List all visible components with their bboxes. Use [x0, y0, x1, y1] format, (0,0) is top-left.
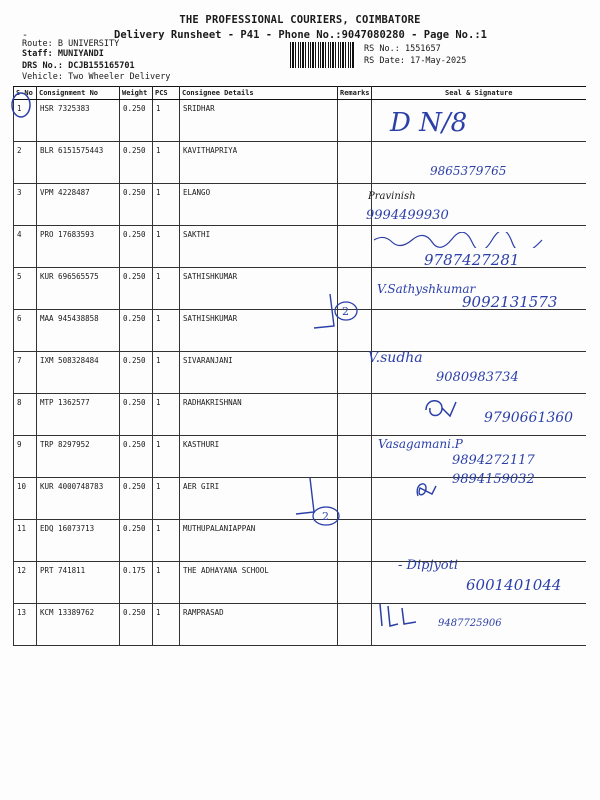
cell-pcs: 1	[153, 562, 180, 604]
cell-consignment: BLR 6151575443	[37, 142, 120, 184]
cell-consignee: SIVARANJANI	[180, 352, 338, 394]
barcode	[290, 42, 355, 68]
cell-weight: 0.250	[120, 352, 153, 394]
cell-weight: 0.175	[120, 562, 153, 604]
cell-sno: 10	[14, 478, 37, 520]
cell-consignee: KASTHURI	[180, 436, 338, 478]
cell-weight: 0.250	[120, 100, 153, 142]
rs-date-line: RS Date: 17-May-2025	[364, 56, 467, 66]
cell-pcs: 1	[153, 520, 180, 562]
cell-sno: 5	[14, 268, 37, 310]
cell-sno: 13	[14, 604, 37, 646]
handwritten-signature: Vasagamani.P	[378, 437, 463, 451]
cell-consignment: KCM 13389762	[37, 604, 120, 646]
cell-weight: 0.250	[120, 478, 153, 520]
cell-consignee: SATHISHKUMAR	[180, 268, 338, 310]
bracket-circle-label: 2	[342, 305, 349, 318]
vehicle-value: Two Wheeler Delivery	[68, 72, 171, 82]
handwritten-phone: 9865379765	[430, 164, 507, 178]
cell-sno: 7	[14, 352, 37, 394]
cell-pcs: 1	[153, 226, 180, 268]
col-pcs: PCS	[153, 87, 180, 100]
col-weight: Weight	[120, 87, 153, 100]
handwritten-phone: 9487725906	[438, 618, 502, 629]
bracket-circle-mark	[308, 290, 368, 340]
staff-value: MUNIYANDI	[57, 49, 104, 59]
cell-pcs: 1	[153, 184, 180, 226]
cell-consignment: PRO 17683593	[37, 226, 120, 268]
cell-pcs: 1	[153, 604, 180, 646]
handwritten-phone: 9080983734	[436, 370, 519, 385]
cell-pcs: 1	[153, 394, 180, 436]
handwritten-signature: - Dipjyoti	[398, 558, 459, 573]
cell-consignment: MTP 1362577	[37, 394, 120, 436]
cell-weight: 0.250	[120, 436, 153, 478]
cell-consignment: HSR 7325383	[37, 100, 120, 142]
cell-consignee: RADHAKRISHNAN	[180, 394, 338, 436]
handwritten-phone: 6001401044	[466, 576, 562, 594]
cell-sno: 9	[14, 436, 37, 478]
handwritten-scribble	[372, 232, 552, 248]
route-line: Route: B UNIVERSITY	[22, 39, 120, 49]
cell-sno: 1	[14, 100, 37, 142]
handwritten-phone: 9787427281	[424, 251, 520, 269]
cell-consignee: SRIDHAR	[180, 100, 338, 142]
cell-consignment: MAA 945438858	[37, 310, 120, 352]
cell-weight: 0.250	[120, 520, 153, 562]
cell-sno: 6	[14, 310, 37, 352]
rs-no-value: 1551657	[404, 44, 441, 54]
cell-sno: 8	[14, 394, 37, 436]
cell-sno: 3	[14, 184, 37, 226]
cell-pcs: 1	[153, 142, 180, 184]
handwritten-scribble	[422, 394, 462, 424]
table-row	[14, 100, 586, 142]
handwritten-phone: 9894272117	[452, 453, 535, 468]
handwritten-scribble	[376, 600, 426, 630]
cell-consignee: ELANGO	[180, 184, 338, 226]
cell-weight: 0.250	[120, 142, 153, 184]
cell-weight: 0.250	[120, 226, 153, 268]
cell-consignee: THE ADHAYANA SCHOOL	[180, 562, 338, 604]
cell-remarks	[338, 604, 372, 646]
handwritten-phone: 9894159032	[452, 472, 535, 487]
sno-circle-mark	[8, 90, 38, 120]
tick-mark: -	[22, 30, 29, 41]
cell-signature	[372, 310, 586, 352]
cell-weight: 0.250	[120, 394, 153, 436]
cell-remarks	[338, 394, 372, 436]
cell-pcs: 1	[153, 310, 180, 352]
table-row	[14, 310, 586, 352]
cell-remarks	[338, 100, 372, 142]
cell-remarks	[338, 436, 372, 478]
cell-consignment: EDQ 16073713	[37, 520, 120, 562]
cell-consignee: AER GIRI	[180, 478, 338, 520]
col-consignment: Consignment No	[37, 87, 120, 100]
cell-sno: 11	[14, 520, 37, 562]
cell-weight: 0.250	[120, 310, 153, 352]
handwritten-phone: 9790661360	[484, 410, 574, 426]
handwritten-phone: 9994499930	[366, 208, 449, 223]
rs-date-value: 17-May-2025	[410, 56, 467, 66]
cell-consignee: MUTHUPALANIAPPAN	[180, 520, 338, 562]
cell-weight: 0.250	[120, 268, 153, 310]
cell-pcs: 1	[153, 100, 180, 142]
drs-line: DRS No.: DCJB155165701	[22, 61, 135, 71]
cell-remarks	[338, 226, 372, 268]
cell-sno: 2	[14, 142, 37, 184]
bracket-circle-label: 2	[322, 510, 329, 523]
drs-value: DCJB155165701	[68, 61, 135, 71]
cell-pcs: 1	[153, 478, 180, 520]
handwritten-phone: 9092131573	[462, 293, 558, 311]
col-sno: S No	[14, 87, 37, 100]
staff-line: Staff: MUNIYANDI	[22, 49, 104, 59]
cell-weight: 0.250	[120, 184, 153, 226]
cell-consignment: KUR 4000748783	[37, 478, 120, 520]
bracket-circle-mark	[292, 476, 352, 528]
handwritten-signature: D N/8	[390, 108, 468, 138]
runsheet-title: Delivery Runsheet - P41 - Phone No.:9047080280 - Page No.:1	[114, 29, 487, 41]
cell-pcs: 1	[153, 268, 180, 310]
table-row	[14, 184, 586, 226]
cell-pcs: 1	[153, 436, 180, 478]
cell-weight: 0.250	[120, 604, 153, 646]
cell-consignment: VPM 4228487	[37, 184, 120, 226]
cell-consignment: IXM 508328484	[37, 352, 120, 394]
cell-signature	[372, 520, 586, 562]
cell-remarks	[338, 562, 372, 604]
cell-consignment: TRP 8297952	[37, 436, 120, 478]
col-consignee: Consignee Details	[180, 87, 338, 100]
vehicle-line: Vehicle: Two Wheeler Delivery	[22, 72, 171, 82]
handwritten-signature: Pravinish	[368, 191, 416, 202]
handwritten-signature: V.Sathyshkumar	[377, 282, 476, 296]
col-remarks: Remarks	[338, 87, 372, 100]
cell-sno: 4	[14, 226, 37, 268]
cell-consignment: PRT 741811	[37, 562, 120, 604]
rs-no-line: RS No.: 1551657	[364, 44, 441, 54]
company-title: THE PROFESSIONAL COURIERS, COIMBATORE	[179, 14, 421, 26]
cell-consignee: KAVITHAPRIYA	[180, 142, 338, 184]
cell-sno: 12	[14, 562, 37, 604]
cell-consignee: SAKTHI	[180, 226, 338, 268]
cell-remarks	[338, 352, 372, 394]
handwritten-scribble	[412, 478, 442, 504]
cell-consignment: KUR 696565575	[37, 268, 120, 310]
cell-consignee: RAMPRASAD	[180, 604, 338, 646]
cell-pcs: 1	[153, 352, 180, 394]
cell-consignee: SATHISHKUMAR	[180, 310, 338, 352]
table-header-row	[14, 87, 586, 100]
handwritten-signature: V.sudha	[368, 350, 423, 366]
col-signature: Seal & Signature	[372, 87, 586, 100]
route-value: B UNIVERSITY	[57, 39, 120, 49]
cell-remarks	[338, 142, 372, 184]
